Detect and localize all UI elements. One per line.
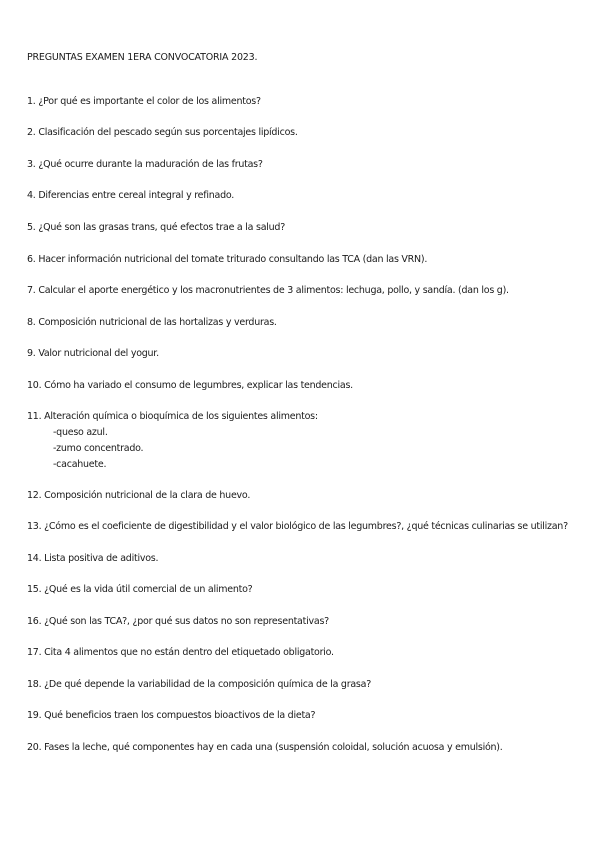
question-15: 15. ¿Qué es la vida útil comercial de un alimento?	[27, 584, 253, 595]
question-10: 10. Cómo ha variado el consumo de legumbres, explicar las tendencias.	[27, 380, 353, 391]
question-11: 11. Alteración química o bioquímica de los siguientes alimentos:	[27, 411, 318, 422]
question-8: 8. Composición nutricional de las hortalizas y verduras.	[27, 317, 277, 328]
question-9: 9. Valor nutricional del yogur.	[27, 348, 159, 359]
question-11-item: -zumo concentrado.	[53, 443, 144, 454]
question-20: 20. Fases la leche, qué componentes hay en cada una (suspensión coloidal, solución acuosa y emulsión).	[27, 742, 503, 753]
question-18: 18. ¿De qué depende la variabilidad de la composición química de la grasa?	[27, 679, 371, 690]
question-11-item: -cacahuete.	[53, 459, 107, 470]
question-3: 3. ¿Qué ocurre durante la maduración de las frutas?	[27, 159, 263, 170]
question-4: 4. Diferencias entre cereal integral y refinado.	[27, 190, 235, 201]
question-6: 6. Hacer información nutricional del tomate triturado consultando las TCA (dan las VRN).	[27, 254, 428, 265]
question-1: 1. ¿Por qué es importante el color de los alimentos?	[27, 96, 261, 107]
question-16: 16. ¿Qué son las TCA?, ¿por qué sus datos no son representativas?	[27, 616, 329, 627]
document-title: PREGUNTAS EXAMEN 1ERA CONVOCATORIA 2023.	[27, 52, 258, 63]
question-13: 13. ¿Cómo es el coeficiente de digestibilidad y el valor biológico de las legumbres?, ¿qué técnicas culinarias se utilizan?	[27, 521, 568, 532]
question-17: 17. Cita 4 alimentos que no están dentro del etiquetado obligatorio.	[27, 647, 334, 658]
question-11-item: -queso azul.	[53, 427, 108, 438]
question-2: 2. Clasificación del pescado según sus porcentajes lipídicos.	[27, 127, 298, 138]
question-19: 19. Qué beneficios traen los compuestos bioactivos de la dieta?	[27, 710, 316, 721]
question-7: 7. Calcular el aporte energético y los macronutrientes de 3 alimentos: lechuga, pollo, y sandía. (dan los g).	[27, 285, 509, 296]
question-5: 5. ¿Qué son las grasas trans, qué efectos trae a la salud?	[27, 222, 286, 233]
question-12: 12. Composición nutricional de la clara de huevo.	[27, 490, 251, 501]
question-14: 14. Lista positiva de aditivos.	[27, 553, 159, 564]
